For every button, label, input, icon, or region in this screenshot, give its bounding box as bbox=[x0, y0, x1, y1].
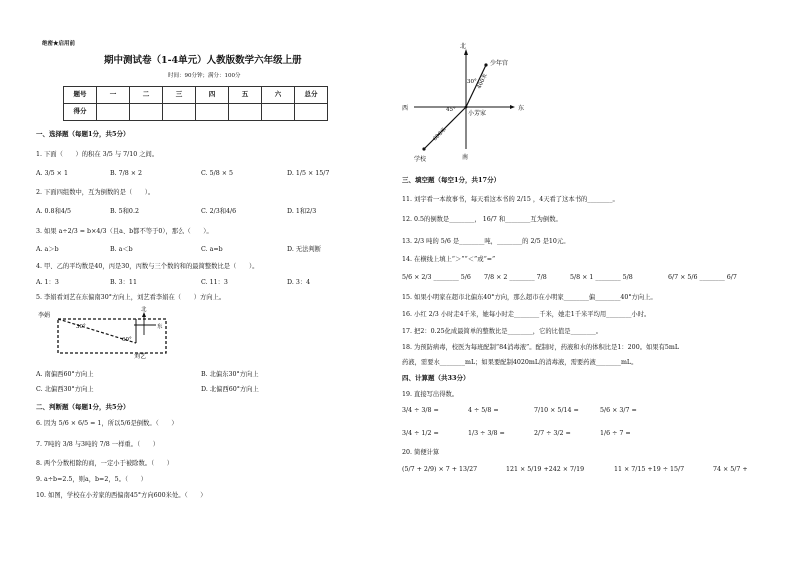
q5-label-east: 东 bbox=[157, 324, 163, 330]
question-17: 17. 把2：0.25化成最简单的整数比是________，它的比值是________。 bbox=[402, 328, 603, 335]
q2-option-d: D. 1和2/3 bbox=[287, 208, 317, 215]
q1-option-d: D. 1/5 × 15/7 bbox=[287, 170, 330, 177]
q5-label-north: 北 bbox=[141, 307, 147, 313]
score-header-cell: 六 bbox=[262, 87, 295, 104]
question-7: 7. 7吨的 3/8 与3吨的 7/8 一样重。（ ） bbox=[36, 441, 160, 448]
question-16: 16. 小红 2/3 小时走4千米，她每小时走________千米，她走1千米平均用________小时。 bbox=[402, 311, 651, 318]
q5-label-liu: 刘艺 bbox=[134, 353, 147, 360]
q3-option-a: A. a＞b bbox=[36, 246, 59, 253]
question-3: 3. 如果 a÷2/3 = b×4/3（且a、b都不等于0），那么（ ）。 bbox=[36, 228, 213, 235]
q20-item-4: 74 × 5/7 + bbox=[713, 466, 748, 473]
q20-item-3: 11 × 7/15 +19 ÷ 15/7 bbox=[614, 466, 685, 473]
score-cell[interactable] bbox=[262, 104, 295, 121]
q5-label-li: 李娟 bbox=[38, 312, 51, 319]
confidential-mark: 绝密★启用前 bbox=[42, 41, 76, 47]
q19-item-4: 5/6 × 3/7 = bbox=[600, 407, 637, 414]
score-cell[interactable] bbox=[295, 104, 328, 121]
q3-option-d: D. 无法判断 bbox=[287, 246, 322, 253]
exam-subtitle: 时间：90分钟；满分：100分 bbox=[168, 73, 241, 79]
map-line-to-school bbox=[424, 107, 466, 149]
q14-item-1: 5/6 × 2/3 ________ 5/6 bbox=[402, 274, 471, 281]
question-4: 4. 甲、乙的平均数是40，丙是30，丙数与三个数的和的最简整数比是（ ）。 bbox=[36, 263, 259, 270]
map-label-east: 东 bbox=[518, 105, 525, 112]
q20-item-1: (5/7 + 2/9) × 7 + 13/27 bbox=[402, 466, 478, 473]
score-row-label: 得分 bbox=[64, 104, 97, 121]
q5-angle-30: 30° bbox=[76, 324, 86, 330]
q19-item-8: 1/6 ÷ 7 = bbox=[600, 430, 631, 437]
q19-item-3: 7/10 × 5/14 = bbox=[534, 407, 579, 414]
map-home-point bbox=[465, 106, 468, 109]
map-distance-400: 400米 bbox=[476, 72, 489, 90]
question-10: 10. 如图，学校在小芳家的西偏南45°方向600米处。（ ） bbox=[36, 492, 207, 499]
question-2: 2. 下面四组数中，互为倒数的是（ ）。 bbox=[36, 189, 155, 196]
score-cell[interactable] bbox=[196, 104, 229, 121]
score-cell[interactable] bbox=[97, 104, 130, 121]
map-angle-45: 45° bbox=[446, 107, 456, 113]
question-12: 12. 0.5的倒数是________， 16/7 和________互为倒数。 bbox=[402, 216, 562, 223]
q1-option-b: B. 7/8 × 2 bbox=[110, 170, 143, 177]
score-table bbox=[63, 86, 328, 121]
q10-map-figure bbox=[400, 41, 540, 166]
map-east-arrow-icon bbox=[510, 105, 515, 109]
score-cell[interactable] bbox=[163, 104, 196, 121]
q14-item-4: 6/7 × 5/6 ________ 6/7 bbox=[668, 274, 737, 281]
question-13: 13. 2/3 吨的 5/6 是________吨，________的 2/5 是10元。 bbox=[402, 238, 570, 245]
question-14: 14. 在横线上填上“＞”“＜”或“=” bbox=[402, 256, 496, 263]
q2-option-c: C. 2/3和4/6 bbox=[201, 208, 237, 215]
q2-option-b: B. 5和0.2 bbox=[110, 208, 139, 215]
question-18-line-1: 18. 为预防病毒，校医为每班配制“84消毒液”。配制时，药液和水的体积比是1：200。如果有5mL bbox=[402, 344, 680, 351]
q1-option-a: A. 3/5 × 1 bbox=[36, 170, 68, 177]
q19-item-1: 3/4 ÷ 3/8 = bbox=[402, 407, 439, 414]
q5-option-d: D. 北偏西60°方向上 bbox=[201, 386, 259, 393]
section-1-title: 一、选择题（每题1分，共5分） bbox=[36, 130, 130, 138]
score-header-row bbox=[64, 87, 328, 104]
score-header-cell: 题号 bbox=[64, 87, 97, 104]
question-20: 20. 简便计算 bbox=[402, 449, 440, 456]
score-cell[interactable] bbox=[130, 104, 163, 121]
q5-angle-60: 60° bbox=[122, 337, 132, 343]
q14-item-2: 7/8 × 2 ________ 7/8 bbox=[484, 274, 547, 281]
q19-item-5: 3/4 ÷ 1/2 = bbox=[402, 430, 439, 437]
q3-option-b: B. a＜b bbox=[110, 246, 133, 253]
q4-option-d: D. 3：4 bbox=[287, 279, 311, 286]
q19-item-7: 2/7 ÷ 3/2 = bbox=[534, 430, 571, 437]
score-header-cell: 二 bbox=[130, 87, 163, 104]
map-angle-30: 30° bbox=[467, 79, 477, 85]
q4-option-b: B. 3：11 bbox=[110, 279, 137, 286]
score-header-cell: 三 bbox=[163, 87, 196, 104]
map-label-west: 西 bbox=[402, 105, 409, 112]
q5-option-b: B. 北偏东30°方向上 bbox=[201, 371, 259, 378]
score-header-cell: 四 bbox=[196, 87, 229, 104]
q20-item-2: 121 × 5/19 +242 × 7/19 bbox=[506, 466, 585, 473]
q19-item-6: 1/3 ÷ 3/8 = bbox=[468, 430, 505, 437]
q5-direction-figure bbox=[36, 309, 186, 364]
score-row bbox=[64, 104, 328, 121]
map-distance-600: 600米 bbox=[432, 126, 448, 143]
map-school-point bbox=[422, 147, 425, 150]
q4-option-a: A. 1：3 bbox=[36, 279, 59, 286]
question-19: 19. 直接写出得数。 bbox=[402, 391, 459, 398]
question-6: 6. 因为 5/6 × 6/5 = 1，所以5/6是倒数。（ ） bbox=[36, 420, 178, 427]
map-label-south: 南 bbox=[462, 154, 469, 161]
map-label-school: 学校 bbox=[414, 156, 427, 163]
score-cell[interactable] bbox=[229, 104, 262, 121]
section-2-title: 二、判断题（每题1分，共5分） bbox=[36, 403, 130, 411]
map-label-north: 北 bbox=[460, 43, 467, 50]
q4-option-c: C. 11：3 bbox=[201, 279, 228, 286]
map-label-palace: 少年宫 bbox=[490, 60, 509, 67]
section-4-title: 四、计算题（共33分） bbox=[402, 374, 470, 382]
score-header-cell: 总分 bbox=[295, 87, 328, 104]
question-15: 15. 如果小明家在超市北偏东40°方向，那么超市在小明家________偏________40°方向上。 bbox=[402, 294, 657, 301]
question-5: 5. 李娟看刘艺在东偏南30°方向上，刘艺看李娟在（ ）方向上。 bbox=[36, 294, 226, 301]
q1-option-c: C. 5/8 × 5 bbox=[201, 170, 234, 177]
question-8: 8. 两个分数相除的商，一定小于被除数。（ ） bbox=[36, 460, 174, 467]
question-18-line-2: 药液，需要水________mL；如果要配制4020mL的消毒液，需要药液________mL。 bbox=[402, 359, 638, 366]
q5-option-a: A. 南偏西60°方向上 bbox=[36, 371, 94, 378]
q19-item-2: 4 ÷ 5/8 = bbox=[468, 407, 499, 414]
q5-option-c: C. 北偏西30°方向上 bbox=[36, 386, 94, 393]
q14-item-3: 5/8 × 1 ________ 5/8 bbox=[570, 274, 633, 281]
q3-option-c: C. a=b bbox=[201, 246, 223, 253]
question-11: 11. 刘宇看一本故事书，每天看这本书的 2/15 ，4天看了这本书的________。 bbox=[402, 196, 619, 203]
page-title: 期中测试卷（1-4单元）人教版数学六年级上册 bbox=[104, 55, 302, 66]
question-1: 1. 下面（ ）的积在 3/5 与 7/10 之间。 bbox=[36, 151, 159, 158]
question-9: 9. a÷b=2.5，则a，b=2，5。（ ） bbox=[36, 476, 147, 483]
score-header-cell: 五 bbox=[229, 87, 262, 104]
score-header-cell: 一 bbox=[97, 87, 130, 104]
section-3-title: 三、填空题（每空1分，共17分） bbox=[402, 176, 501, 184]
q2-option-a: A. 0.8和4/5 bbox=[36, 208, 71, 215]
map-palace-point bbox=[484, 63, 487, 66]
map-label-home: 小芳家 bbox=[468, 110, 487, 117]
